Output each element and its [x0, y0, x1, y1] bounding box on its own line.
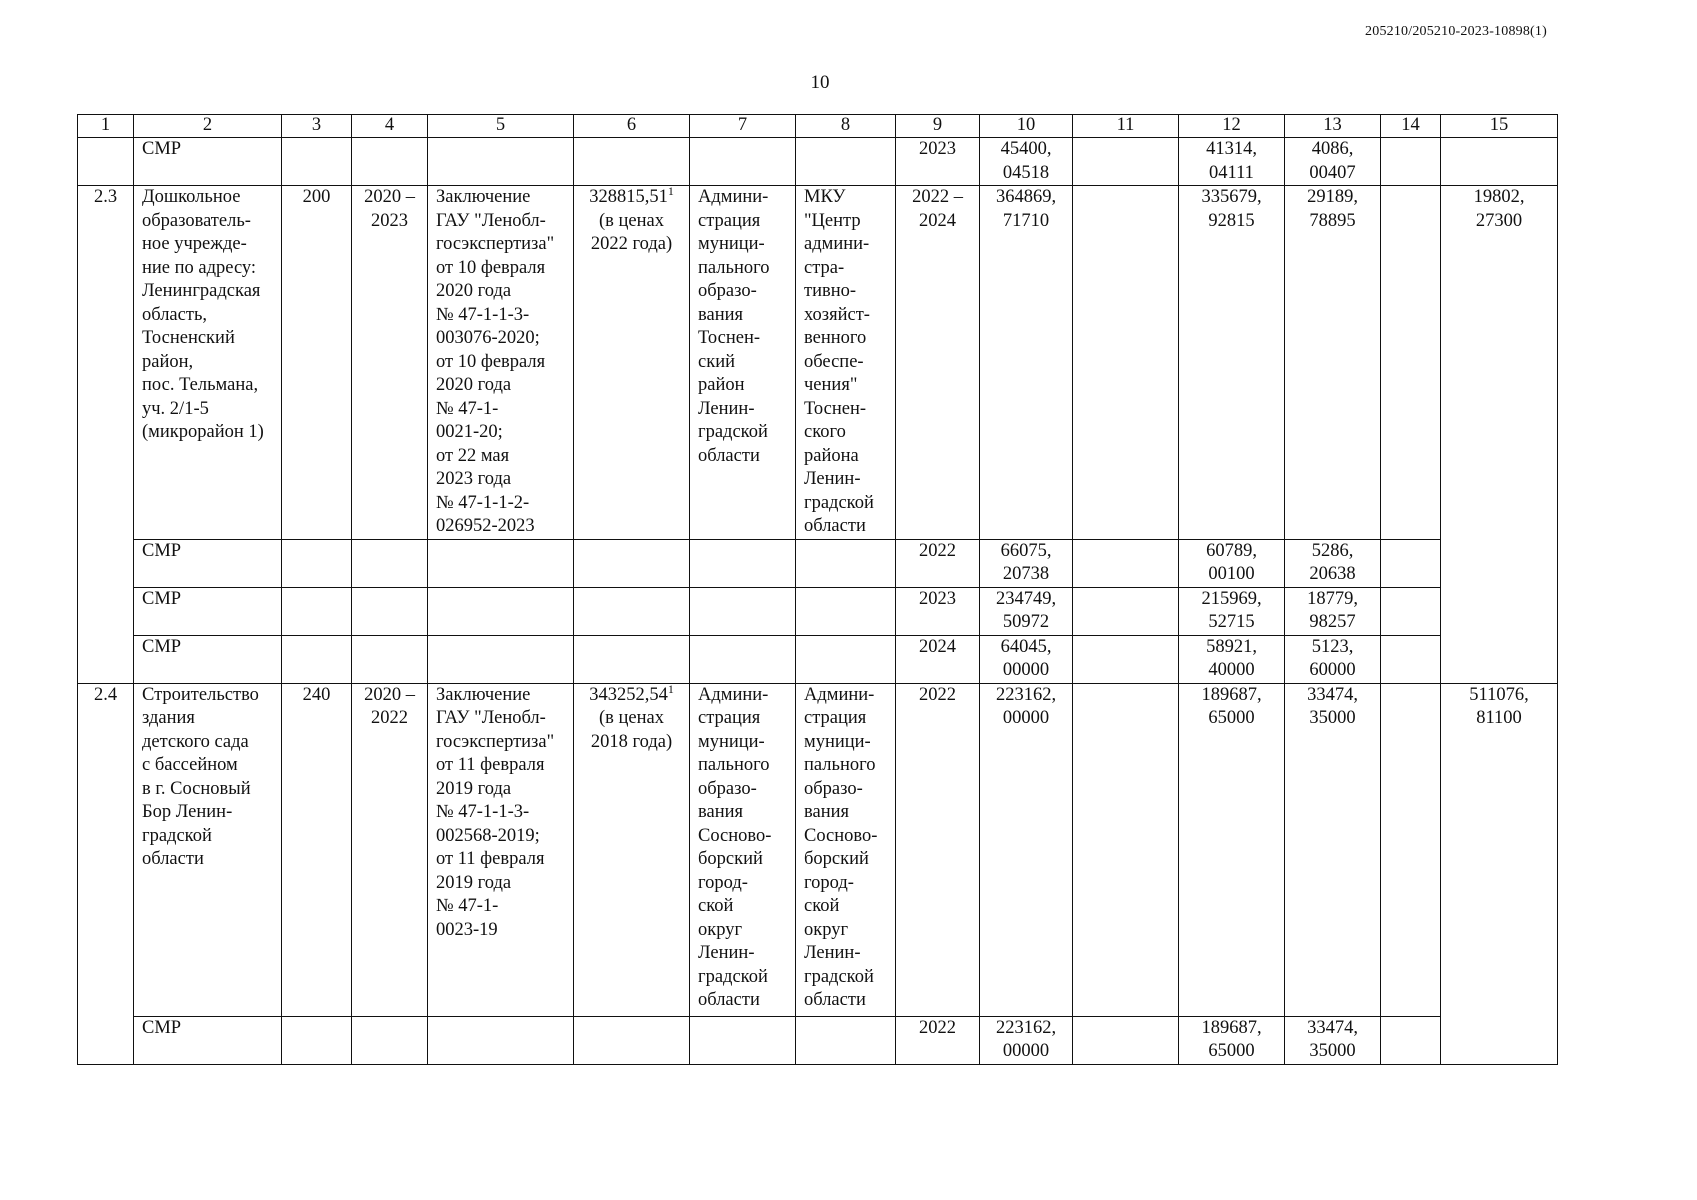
expertise-cell: Заключение ГАУ "Ленобл- госэкспертиза" от 11 февраля 2019 года № 47-1-1-3- 002568-2019; от 11 февраля 2019 года № 47-1- 0023-19	[428, 683, 574, 1016]
empty-cell	[796, 635, 896, 683]
header-cell: 9	[896, 115, 980, 138]
cost-cell	[574, 186, 690, 540]
empty-cell	[282, 587, 352, 635]
empty-cell	[428, 539, 574, 587]
total-cell: 364869, 71710	[980, 186, 1073, 540]
empty-cell	[1073, 683, 1179, 1016]
table-row	[78, 635, 1558, 683]
header-row	[78, 115, 1558, 138]
value-cell: 189687, 65000	[1179, 683, 1285, 1016]
name-cell: СМР	[134, 587, 282, 635]
year-cell: 2022	[896, 1016, 980, 1064]
cost-cell	[574, 683, 690, 1016]
empty-cell	[1073, 138, 1179, 186]
empty-cell	[428, 1016, 574, 1064]
value-cell: 4086, 00407	[1285, 138, 1381, 186]
empty-cell	[574, 539, 690, 587]
page-number: 10	[810, 72, 830, 93]
cost-value: 343252,54	[589, 684, 668, 705]
table-row	[78, 683, 1558, 1016]
header-cell: 3	[282, 115, 352, 138]
table-row	[78, 587, 1558, 635]
empty-cell	[352, 1016, 428, 1064]
period-cell: 2020 – 2022	[352, 683, 428, 1016]
header-cell: 10	[980, 115, 1073, 138]
cost-note: (в ценах 2022 года)	[590, 210, 673, 254]
capacity-cell: 240	[282, 683, 352, 1016]
header-cell: 8	[796, 115, 896, 138]
name-cell: СМР	[134, 635, 282, 683]
year-cell: 2024	[896, 635, 980, 683]
empty-cell	[1073, 587, 1179, 635]
footnote-mark: 1	[667, 683, 674, 696]
empty-cell	[352, 635, 428, 683]
value-cell: 58921, 40000	[1179, 635, 1285, 683]
total-cell: 223162, 00000	[980, 683, 1073, 1016]
empty-cell	[690, 138, 796, 186]
year-cell: 2022 – 2024	[896, 186, 980, 540]
expertise-cell: Заключение ГАУ "Ленобл- госэкспертиза" от 10 февраля 2020 года № 47-1-1-3- 003076-2020; от 10 февраля 2020 года № 47-1- 0021-20; от 22 мая 2023 года № 47-1-1-2- 026952-2023	[428, 186, 574, 540]
cost-note: (в ценах 2018 года)	[590, 708, 673, 752]
customer-cell: Админи- страция муници- пального образо- вания Тоснен- ский район Ленин- градской области	[690, 186, 796, 540]
value-cell: 29189, 78895	[1285, 186, 1381, 540]
remainder-cell: 511076, 81100	[1441, 683, 1558, 1064]
empty-cell	[796, 539, 896, 587]
empty-cell	[282, 539, 352, 587]
empty-cell	[282, 635, 352, 683]
empty-cell	[690, 587, 796, 635]
empty-cell	[282, 1016, 352, 1064]
value-cell: 215969, 52715	[1179, 587, 1285, 635]
header-cell: 14	[1381, 115, 1441, 138]
name-cell: СМР	[134, 1016, 282, 1064]
empty-cell	[690, 1016, 796, 1064]
empty-cell	[1073, 186, 1179, 540]
empty-cell	[574, 138, 690, 186]
developer-cell: Админи- страция муници- пального образо- вания Сосново- борский город- ской округ Ленин- градской области	[796, 683, 896, 1016]
value-cell: 41314, 04111	[1179, 138, 1285, 186]
remainder-cell: 19802, 27300	[1441, 186, 1558, 684]
table-row	[78, 1016, 1558, 1064]
empty-cell	[428, 587, 574, 635]
data-table	[77, 114, 1558, 1065]
empty-cell	[1381, 1016, 1441, 1064]
header-cell: 12	[1179, 115, 1285, 138]
empty-cell	[282, 138, 352, 186]
year-cell: 2023	[896, 138, 980, 186]
empty-cell	[690, 635, 796, 683]
total-cell: 64045, 00000	[980, 635, 1073, 683]
empty-cell	[1441, 138, 1558, 186]
empty-cell	[1073, 1016, 1179, 1064]
empty-cell	[690, 539, 796, 587]
empty-cell	[1381, 635, 1441, 683]
empty-cell	[574, 635, 690, 683]
value-cell: 33474, 35000	[1285, 683, 1381, 1016]
developer-cell: МКУ "Центр админи- стра- тивно- хозяйст- венного обеспе- чения" Тоснен- ского района Ленин- градской области	[796, 186, 896, 540]
header-cell: 6	[574, 115, 690, 138]
year-cell: 2022	[896, 539, 980, 587]
empty-cell	[428, 138, 574, 186]
header-cell: 2	[134, 115, 282, 138]
empty-cell	[352, 587, 428, 635]
empty-cell	[796, 1016, 896, 1064]
table-row	[78, 138, 1558, 186]
header-cell: 13	[1285, 115, 1381, 138]
capacity-cell: 200	[282, 186, 352, 540]
total-cell: 223162, 00000	[980, 1016, 1073, 1064]
cost-value: 328815,51	[589, 187, 668, 207]
header-cell: 7	[690, 115, 796, 138]
period-cell: 2020 – 2023	[352, 186, 428, 540]
value-cell: 33474, 35000	[1285, 1016, 1381, 1064]
row-num-cell: 2.3	[78, 186, 134, 684]
footnote-mark: 1	[667, 185, 674, 198]
value-cell: 5123, 60000	[1285, 635, 1381, 683]
header-cell: 1	[78, 115, 134, 138]
name-cell: СМР	[134, 138, 282, 186]
empty-cell	[1073, 539, 1179, 587]
header-cell: 5	[428, 115, 574, 138]
empty-cell	[796, 587, 896, 635]
empty-cell	[1381, 683, 1441, 1016]
value-cell: 18779, 98257	[1285, 587, 1381, 635]
empty-cell	[428, 635, 574, 683]
empty-cell	[352, 138, 428, 186]
table-row	[78, 539, 1558, 587]
object-name-cell: Дошкольное образователь- ное учрежде- ние по адресу: Ленинградская область, Тосненский район, пос. Тельмана, уч. 2/1-5 (микрорайон 1)	[134, 186, 282, 540]
value-cell: 5286, 20638	[1285, 539, 1381, 587]
empty-cell	[574, 587, 690, 635]
total-cell: 234749, 50972	[980, 587, 1073, 635]
header-cell: 11	[1073, 115, 1179, 138]
empty-cell	[352, 539, 428, 587]
value-cell: 189687, 65000	[1179, 1016, 1285, 1064]
object-name-cell: Строительство здания детского сада с бассейном в г. Сосновый Бор Ленин- градской области	[134, 683, 282, 1016]
value-cell: 60789, 00100	[1179, 539, 1285, 587]
customer-cell: Админи- страция муници- пального образо- вания Сосново- борский город- ской округ Ленин- градской области	[690, 683, 796, 1016]
header-cell: 4	[352, 115, 428, 138]
name-cell: СМР	[134, 539, 282, 587]
empty-cell	[1381, 138, 1441, 186]
year-cell: 2022	[896, 683, 980, 1016]
empty-cell	[1381, 186, 1441, 540]
row-num-cell	[78, 138, 134, 186]
row-num-cell: 2.4	[78, 683, 134, 1064]
table-row	[78, 186, 1558, 540]
empty-cell	[1073, 635, 1179, 683]
header-cell: 15	[1441, 115, 1558, 138]
empty-cell	[1381, 539, 1441, 587]
total-cell: 45400, 04518	[980, 138, 1073, 186]
total-cell: 66075, 20738	[980, 539, 1073, 587]
empty-cell	[574, 1016, 690, 1064]
document-id: 205210/205210-2023-10898(1)	[1365, 24, 1547, 39]
year-cell: 2023	[896, 587, 980, 635]
empty-cell	[1381, 587, 1441, 635]
value-cell: 335679, 92815	[1179, 186, 1285, 540]
empty-cell	[796, 138, 896, 186]
